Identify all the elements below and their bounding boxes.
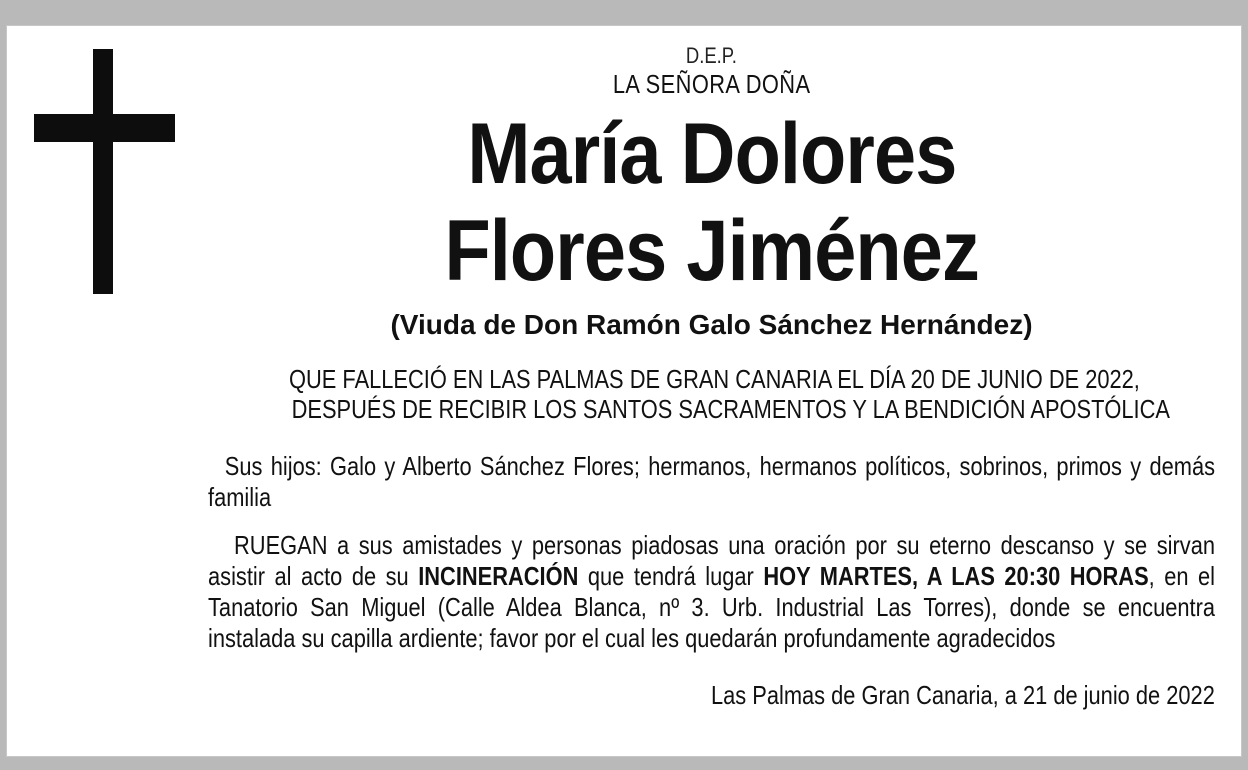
death-notice — [208, 364, 1215, 424]
honorific-line — [208, 68, 1215, 100]
death-notice-line-1: QUE FALLECIÓ EN LAS PALMAS DE GRAN CANARIA EL DÍA 20 DE JUNIO DE 2022, — [289, 364, 1140, 394]
dateline-row — [208, 680, 1215, 711]
obituary-card — [6, 25, 1242, 757]
family-paragraph: Sus hijos: Galo y Alberto Sánchez Flores; hermanos, hermanos políticos, sobrinos, primos y demás familia — [208, 451, 1216, 512]
latin-cross-icon — [34, 49, 175, 294]
dep-initials: D.E.P. — [685, 43, 738, 68]
honorific-text: LA SEÑORA DOÑA — [612, 69, 811, 99]
widow-relation-text: (Viuda de Don Ramón Galo Sánchez Hernández) — [390, 309, 1033, 340]
funeral-request-paragraph: RUEGAN a sus amistades y personas piadosas una oración por su eterno descanso y se sirvan asistir al acto de su INCINERACIÓN que tendrá lugar HOY MARTES, A LAS 20:30 HORAS, en el Tanatorio San Miguel (Calle Aldea Blanca, nº 3. Urb. Industrial Las Torres), donde se encuentra instalada su capilla ardiente; favor por el cual les quedarán profundamente agradecidos — [208, 530, 1216, 653]
death-notice-line-2: DESPUÉS DE RECIBIR LOS SANTOS SACRAMENTOS Y LA BENDICIÓN APOSTÓLICA — [291, 394, 1170, 424]
deceased-name-line-1: María Dolores — [466, 106, 957, 202]
deceased-name — [208, 106, 1215, 300]
dep-line — [208, 44, 1215, 68]
widow-relation-line — [208, 308, 1215, 342]
text-column — [208, 26, 1215, 757]
deceased-name-line-2: Flores Jiménez — [444, 203, 979, 299]
dateline: Las Palmas de Gran Canaria, a 21 de junio de 2022 — [711, 680, 1215, 710]
